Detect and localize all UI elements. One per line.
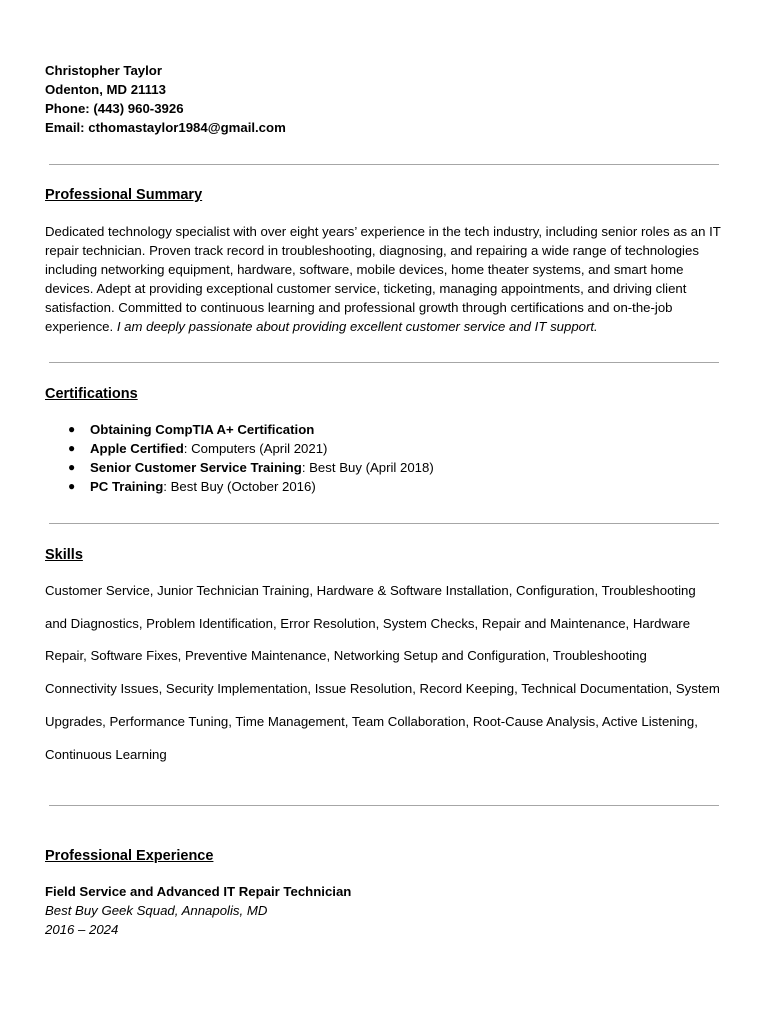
divider (49, 164, 719, 165)
summary-section (45, 222, 721, 336)
divider (49, 523, 719, 524)
summary-text: Dedicated technology specialist with over eight years’ experience in the tech industry, including senior roles as an IT repair technician. Proven track record in troubleshooting, diagnosing, and repairing a wide range of technologies including networking equipment, hardware, software, mobile devices, home theater systems, and smart home devices. Adept at providing exceptional customer service, ticketing, managing appointments, and driving client satisfaction. Committed to continuous learning and professional growth through certifications and on-the-job experience. (45, 224, 721, 334)
contact-name: Christopher Taylor (45, 63, 162, 78)
job-dates: 2016 – 2024 (45, 922, 119, 937)
list-item (45, 458, 434, 477)
divider (49, 805, 719, 806)
cert-name: Obtaining CompTIA A+ Certification (90, 422, 315, 437)
job-title: Field Service and Advanced IT Repair Technician (45, 884, 352, 899)
bullet-icon: ● (68, 422, 76, 436)
contact-email: Email: cthomastaylor1984@gmail.com (45, 120, 286, 135)
list-item (45, 439, 434, 458)
summary-heading: Professional Summary (45, 187, 203, 203)
list-item (45, 420, 434, 439)
skills-text: Customer Service, Junior Technician Training, Hardware & Software Installation, Configuration, Troubleshooting and Diagnostics, Problem Identification, Error Resolution, System Checks, Repair and Maintenance, Hardware Repair, Software Fixes, Preventive Maintenance, Networking Setup and Configuration, Troubleshooting Connectivity Issues, Security Implementation, Issue Resolution, Record Keeping, Technical Documentation, System Upgrades, Performance Tuning, Time Management, Team Collaboration, Root-Cause Analysis, Active Listening, Continuous Learning (45, 583, 720, 762)
divider (49, 362, 719, 363)
certifications-list (45, 420, 434, 496)
skills-heading: Skills (45, 547, 83, 563)
bullet-icon: ● (68, 460, 76, 474)
bullet-icon: ● (68, 441, 76, 455)
job-company: Best Buy Geek Squad, Annapolis, MD (45, 903, 268, 918)
bullet-icon: ● (68, 479, 76, 493)
cert-detail: : Best Buy (October 2016) (163, 479, 316, 494)
contact-location: Odenton, MD 21113 (45, 82, 166, 97)
summary-emphasis: I am deeply passionate about providing excellent customer service and IT support. (116, 319, 598, 334)
cert-name: Senior Customer Service Training (90, 460, 302, 475)
certifications-heading: Certifications (45, 386, 138, 402)
contact-block (45, 61, 286, 137)
cert-name: PC Training (90, 479, 164, 494)
job-meta (45, 901, 267, 939)
contact-phone: Phone: (443) 960-3926 (45, 101, 184, 116)
cert-detail: : Computers (April 2021) (183, 441, 328, 456)
cert-name: Apple Certified (90, 441, 184, 456)
experience-heading: Professional Experience (45, 848, 214, 864)
cert-detail: : Best Buy (April 2018) (301, 460, 434, 475)
skills-section (45, 575, 721, 771)
list-item (45, 477, 434, 496)
